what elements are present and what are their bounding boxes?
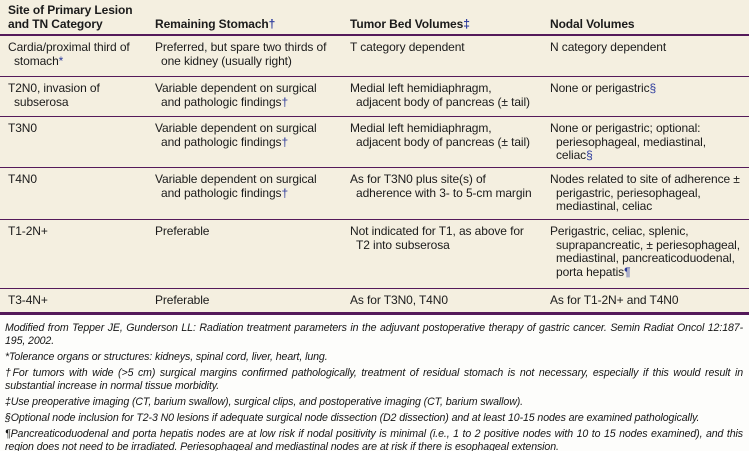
stomach-text: Preferable: [155, 293, 210, 307]
site-text: T2N0, invasion of subserosa: [8, 81, 100, 109]
section-symbol: §: [586, 148, 593, 162]
site-cell: [8, 41, 155, 72]
remaining-stomach-cell: [155, 82, 350, 112]
site-cell: [8, 82, 155, 112]
nodal-text: Nodes related to site of adherence ± perigastric, periesophageal, mediastinal, celiac: [550, 172, 740, 213]
tumor-bed-cell: [350, 294, 550, 308]
nodal-cell: [550, 122, 745, 163]
header-site-column: [8, 4, 155, 31]
table-row: [0, 76, 749, 116]
table-row: [0, 36, 749, 76]
site-text: T4N0: [8, 172, 37, 186]
table-row: [0, 288, 749, 312]
footnote-section: §Optional node inclusion for T2-3 N0 lesions if adequate surgical node dissection (D2 dissection) and at least 10-15 nodes are examined pathologically.: [5, 411, 700, 424]
tumor-text: T category dependent: [350, 40, 465, 54]
tumor-bed-cell: [350, 122, 550, 163]
nodal-text: N category dependent: [550, 40, 667, 54]
tumor-bed-cell: [350, 173, 550, 215]
dagger-symbol: †: [268, 16, 276, 31]
site-text: T3N0: [8, 121, 37, 135]
site-cell: [8, 173, 155, 215]
dagger-symbol: †: [281, 134, 289, 149]
footnotes-section: [0, 315, 749, 451]
site-text: T1-2N+: [8, 224, 48, 238]
tumor-bed-cell: [350, 82, 550, 112]
header-tumor-bed-column: [350, 18, 550, 32]
site-text: Cardia/proximal third of stomach: [8, 40, 130, 68]
stomach-text: Variable dependent on surgical and pathologic findings: [155, 121, 317, 149]
footnote-pilcrow: ¶Pancreaticoduodenal and porta hepatis nodes are at low risk if nodal positivity is minimal (i.e., 1 to 2 positive nodes with 10 to 15 nodes examined), and this region does not need to be irradiated. Periesophageal and mediastinal nodes are at risk if there is esophageal extension.: [5, 427, 743, 451]
stomach-text: Variable dependent on surgical and pathologic findings: [155, 172, 317, 200]
footnote-double-dagger: ‡Use preoperative imaging (CT, barium swallow), surgical clips, and postoperative imaging (CT, barium swallow).: [5, 395, 524, 408]
remaining-stomach-cell: [155, 225, 350, 284]
nodal-text: None or perigastric: [550, 81, 650, 95]
remaining-stomach-cell: [155, 122, 350, 163]
remaining-stomach-cell: [155, 41, 350, 72]
header-site-label: Site of Primary Lesion and TN Category: [8, 3, 133, 31]
header-nodal-label: Nodal Volumes: [550, 16, 635, 31]
asterisk-symbol: *: [58, 53, 64, 68]
dagger-symbol: †: [281, 94, 289, 109]
footnote-dagger: †For tumors with wide (>5 cm) surgical margins confirmed pathologically, treatment of residual stomach is not necessary, especially if this would result in substantial increase in normal tissue morbidity.: [5, 366, 743, 392]
pilcrow-symbol: ¶: [624, 264, 631, 279]
table-row: [0, 167, 749, 219]
site-text: T3-4N+: [8, 293, 48, 307]
tumor-text: Medial left hemidiaphragm, adjacent body of pancreas (± tail): [350, 81, 530, 109]
stomach-text: Preferred, but spare two thirds of one kidney (usually right): [155, 40, 327, 68]
tumor-text: As for T3N0 plus site(s) of adherence with 3- to 5-cm margin: [350, 172, 532, 200]
tumor-text: Medial left hemidiaphragm, adjacent body of pancreas (± tail): [350, 121, 530, 149]
site-cell: [8, 294, 155, 308]
nodal-cell: [550, 82, 745, 112]
header-remaining-stomach-column: [155, 18, 350, 32]
tumor-text: Not indicated for T1, as above for T2 into subserosa: [350, 224, 524, 252]
header-stomach-label: Remaining Stomach: [155, 16, 269, 31]
nodal-cell: [550, 225, 745, 284]
dagger-symbol: †: [281, 185, 289, 200]
nodal-cell: [550, 173, 745, 215]
nodal-cell: [550, 41, 745, 72]
nodal-text: Perigastric, celiac, splenic, suprapancreatic, ± periesophageal, mediastinal, pancreaticoduodenal, porta hepatis: [550, 224, 740, 279]
tumor-bed-cell: [350, 225, 550, 284]
table-row: [0, 116, 749, 167]
table-row: [0, 219, 749, 288]
footnote-source: Modified from Tepper JE, Gunderson LL: Radiation treatment parameters in the adjuvant postoperative therapy of gastric cancer. Semin Radiat Oncol 12:187-195, 2002.: [5, 321, 743, 347]
site-cell: [8, 122, 155, 163]
header-nodal-column: [550, 18, 745, 32]
table-header-row: [0, 0, 749, 36]
stomach-text: Preferable: [155, 224, 210, 238]
double-dagger-symbol: ‡: [463, 16, 470, 31]
site-cell: [8, 225, 155, 284]
tumor-bed-cell: [350, 41, 550, 72]
section-symbol: §: [649, 81, 657, 95]
header-tumor-label: Tumor Bed Volumes: [350, 16, 464, 31]
remaining-stomach-cell: [155, 294, 350, 308]
footnote-asterisk: *Tolerance organs or structures: kidneys, spinal cord, liver, heart, lung.: [5, 350, 328, 363]
nodal-cell: [550, 294, 745, 308]
stomach-text: Variable dependent on surgical and pathologic findings: [155, 81, 317, 109]
nodal-text: As for T1-2N+ and T4N0: [550, 293, 679, 307]
remaining-stomach-cell: [155, 173, 350, 215]
tumor-text: As for T3N0, T4N0: [350, 293, 448, 307]
nodal-text: None or perigastric; optional: periesophageal, mediastinal, celiac: [550, 121, 706, 162]
